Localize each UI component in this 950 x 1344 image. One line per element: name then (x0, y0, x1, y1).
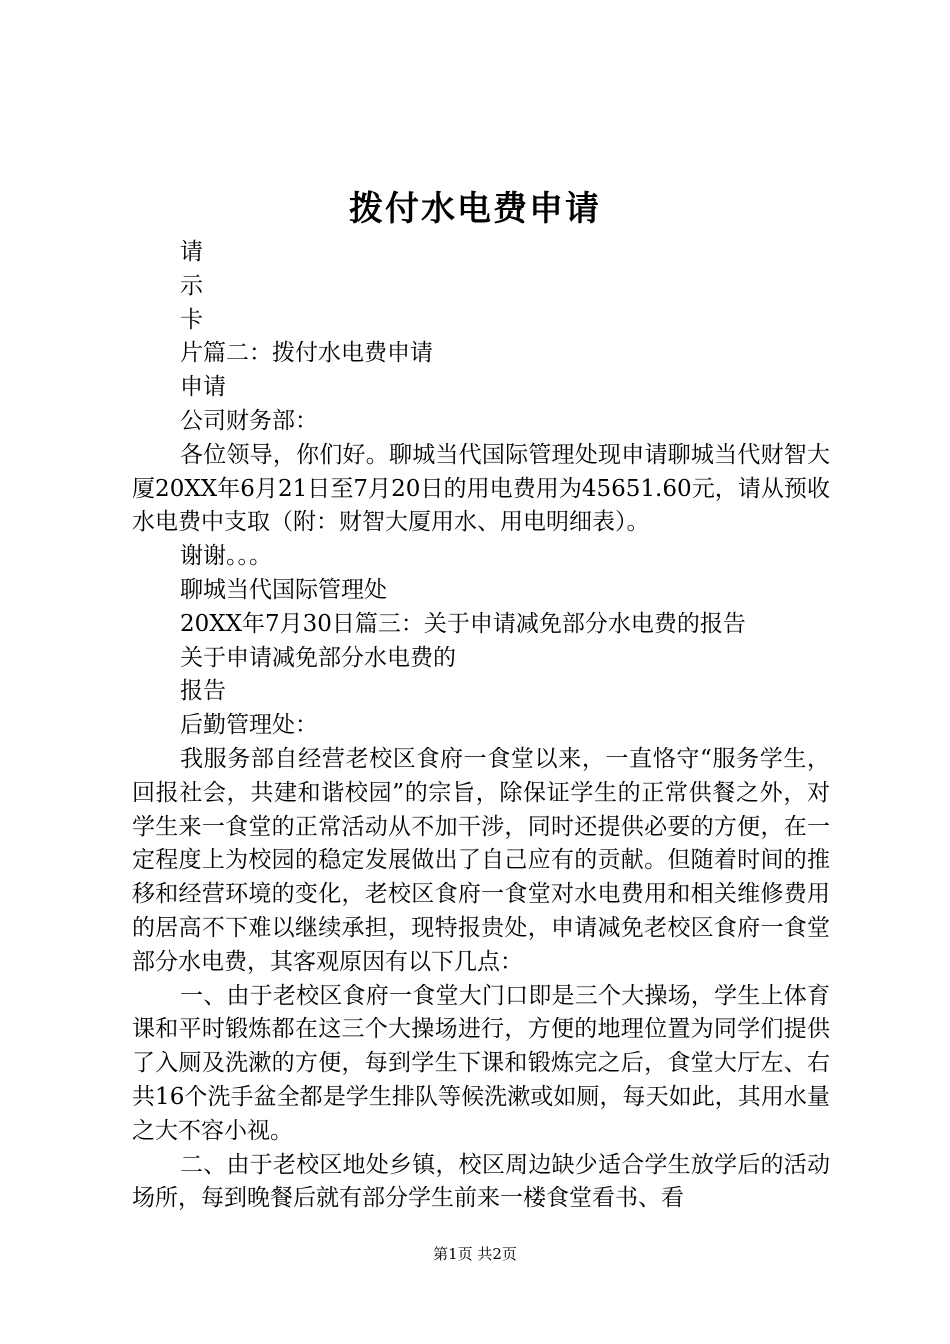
paragraph: 我服务部自经营老校区食府一食堂以来，一直恪守“服务学生，回报社会，共建和谐校园”的宗旨，除保证学生的正常供餐之外，对学生来一食堂的正常活动从不加干涉，同时还提供必要的方便，在一定程度上为校园的稳定发展做出了自己应有的贡献。但随着时间的推移和经营环境的变化，老校区食府一食堂对水电费用和相关维修费用的居高不下难以继续承担，现特报贵处，申请减免老校区食府一食堂部分水电费，其客观原因有以下几点： (132, 745, 830, 975)
paragraph: 报告 (180, 678, 226, 705)
paragraph: 聊城当代国际管理处 (180, 576, 387, 603)
paragraph: 20XX年7月30日篇三：关于申请减免部分水电费的报告 (180, 610, 746, 637)
page-number-footer: 第1页 共2页 (433, 1245, 517, 1263)
paragraph: 示 (180, 272, 203, 299)
paragraph: 谢谢。。。 (180, 543, 272, 570)
paragraph: 请 (180, 239, 203, 265)
document-body (132, 236, 830, 1216)
paragraph: 后勤管理处： (180, 712, 318, 739)
paragraph: 一、由于老校区食府一食堂大门口即是三个大操场，学生上体育课和平时锻炼都在这三个大操场进行，方便的地理位置为同学们提供了入厕及洗漱的方便，每到学生下课和锻炼完之后，食堂大厅左、右共16个洗手盆全都是学生排队等候洗漱或如厕，每天如此，其用水量之大不容小视。 (132, 982, 830, 1144)
paragraph: 片篇二：拨付水电费申请 (180, 340, 433, 367)
paragraph: 各位领导，你们好。聊城当代国际管理处现申请聊城当代财智大厦20XX年6月21日至7月20日的用电费用为45651.60元，请从预收水电费中支取（附：财智大厦用水、用电明细表）。 (132, 441, 830, 536)
paragraph: 公司财务部： (180, 407, 318, 434)
paragraph: 申请 (180, 374, 226, 401)
paragraph: 关于申请减免部分水电费的 (180, 644, 456, 671)
paragraph: 卡 (180, 306, 203, 333)
paragraph: 二、由于老校区地处乡镇，校区周边缺少适合学生放学后的活动场所，每到晚餐后就有部分学生前来一楼食堂看书、看 (132, 1151, 830, 1212)
document-title: 拨付水电费申请 (349, 189, 601, 229)
